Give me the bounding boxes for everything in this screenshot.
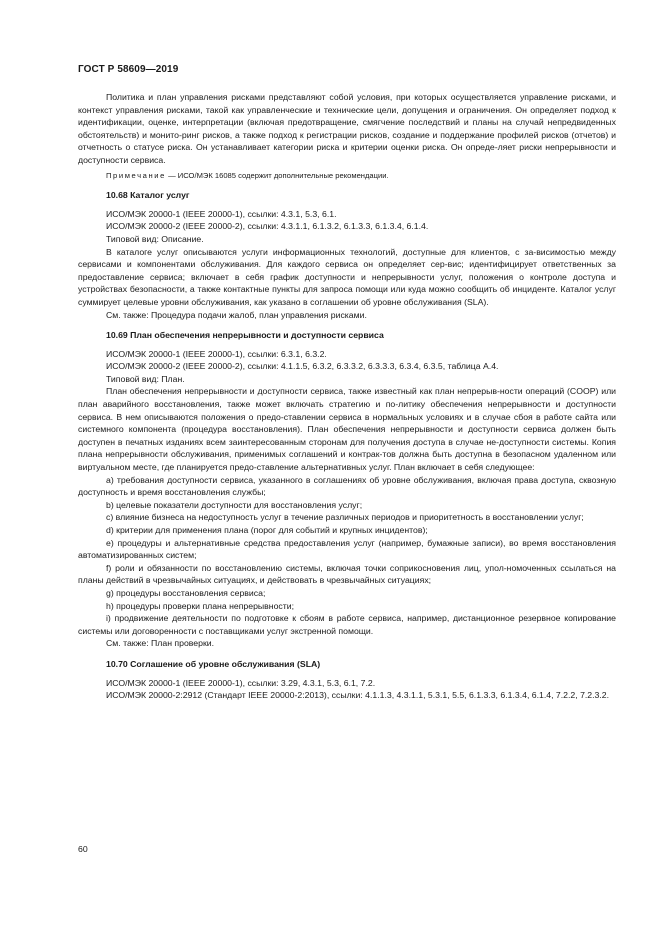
reference-line: ИСО/МЭК 20000-2:2912 (Стандарт IEEE 20000-2:2013), ссылки: 4.1.1.3, 4.3.1.1, 5.3.1, 5.5, 6.1.3.3, 6.1.3.4, 6.1.4, 7.2.2, 7.2.3.2. [106, 690, 610, 701]
see-also-line: См. также: Процедура подачи жалоб, план управления рисками. [106, 309, 367, 320]
list-item: c) влияние бизнеса на недоступность услуг в течение различных периодов и приоритетность в восстановлении услуг; [106, 512, 584, 523]
section-heading-10-69: 10.69 План обеспечения непрерывности и доступности сервиса [106, 330, 384, 341]
list-item: b) целевые показатели доступности для восстановления услуг; [106, 499, 363, 510]
list-item: f) роли и обязанности по восстановлению системы, включая точки соприкосновения лиц, упол-номоченных ссылаться на планы действий в чрезвычайных ситуациях, и действовать в чрезвычайных ситуациях; [78, 562, 616, 586]
reference-line: ИСО/МЭК 20000-1 (IEEE 20000-1), ссылки: 6.3.1, 6.3.2. [106, 348, 327, 359]
view-type-line: Типовой вид: План. [106, 373, 185, 384]
body-paragraph: В каталоге услуг описываются услуги информационных технологий, доступные для клиентов, с за-висимостью между сервисами и компонентами обслуживания. Для каждого сервиса он определяет сер-вис; идентифицирует ответственных за предоставление сервиса; включает в себя график доступности и непрерывности услуг, положения о контроле доступа и устройствах безопасности, а также контактные пункты для запроса помощи или куда можно сообщить об инциденте. Каталог услуг суммирует целевые уровни обслуживания, как указано в соглашении об уровне обслуживания (SLA). [78, 246, 616, 307]
list-item: e) процедуры и альтернативные средства предоставления услуг (например, бумажные записи), во время восстановления автоматизированных систем; [78, 537, 616, 561]
reference-line: ИСО/МЭК 20000-2 (IEEE 20000-2), ссылки: 4.1.1.5, 6.3.2, 6.3.3.2, 6.3.3.3, 6.3.4, 6.3.5, таблица А.4. [106, 361, 499, 372]
intro-paragraph: Политика и план управления рисками представляют собой условия, при которых осуществляется управление рисками, и контекст управления рисками, такой как управленческие и технические цели, допущения и ограничения. Он определяет подход к идентификации, оценке, интерпретации (включая предотвращение, смягчение последствий и планы на случай непредвиденных обстоятельств) и монито-ринг рисков, а также подход к регистрации рисков, создание и поддержание профилей рисков (отчетов) и отчетность о статусе риска. Он устанавливает категории риска и критерии оценки риска. Он опреде-ляет риски непрерывности и доступности сервиса. [78, 92, 616, 165]
body-paragraph: План обеспечения непрерывности и доступности сервиса, также известный как план непрерыв-ности операций (COOP) или план аварийного восстановления, также может включать стратегию и по-литику обеспечения непрерывности и доступности сервиса. В нем описываются положения о предо-ставлении сервиса в нормальных условиях и в случае сбоя в работе сайта или системного компонента (процедура восстановления). План обеспечения непрерывности и доступности сервиса должен быть доступен в печатных изданиях всем заинтересованным сторонам для получения доступа в случае не-доступности системы. Копия плана непрерывности обслуживания, применимых соглашений и контрак-тов должна быть доступна в безопасном удаленном или виртуальном месте, где планируется предо-ставление альтернативных услуг. План включает в себя следующее: [78, 386, 616, 473]
note-label: Примечание [106, 170, 166, 180]
reference-line: ИСО/МЭК 20000-1 (IEEE 20000-1), ссылки: 4.3.1, 5.3, 6.1. [106, 208, 337, 219]
see-also-line: См. также: План проверки. [106, 638, 215, 649]
section-heading-10-70: 10.70 Соглашение об уровне обслуживания (SLA) [106, 658, 321, 669]
page-number: 60 [78, 844, 88, 854]
reference-line: ИСО/МЭК 20000-2 (IEEE 20000-2), ссылки: 4.3.1.1, 6.1.3.2, 6.1.3.3, 6.1.3.4, 6.1.4. [106, 221, 429, 232]
document-body [78, 91, 616, 702]
view-type-line: Типовой вид: Описание. [106, 233, 204, 244]
reference-line: ИСО/МЭК 20000-1 (IEEE 20000-1), ссылки: 3.29, 4.3.1, 5.3, 6.1, 7.2. [106, 677, 376, 688]
note [78, 170, 616, 183]
list-item: h) процедуры проверки плана непрерывности; [106, 600, 294, 611]
list-item: d) критерии для применения плана (порог для событий и крупных инцидентов); [106, 525, 428, 535]
document-header: ГОСТ Р 58609—2019 [78, 64, 179, 75]
section-heading-10-68: 10.68 Каталог услуг [106, 190, 190, 201]
list-item: a) требования доступности сервиса, указанного в соглашениях об уровне обслуживания, включая права доступа, сквозную доступность и время восстановления службы; [78, 474, 616, 498]
list-item: g) процедуры восстановления сервиса; [106, 587, 266, 598]
note-text: — ИСО/МЭК 16085 содержит дополнительные рекомендации. [168, 170, 389, 180]
list-item: i) продвижение деятельности по подготовке к сбоям в работе сервиса, например, дистанционное резервное копирование системы или договоренности с поставщиками услуг экстренной помощи. [78, 613, 616, 636]
